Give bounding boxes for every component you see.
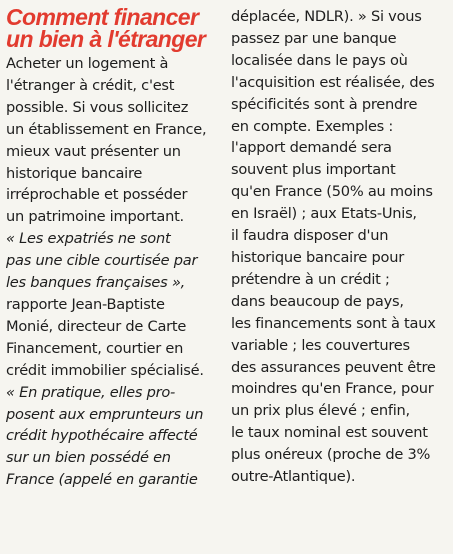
text-line: variable ; les couvertures [231,336,410,354]
right-body-text [231,6,447,488]
left-body-text [6,53,220,491]
article-title [6,6,220,50]
text-line: dans beaucoup de pays, [231,292,404,310]
text-line: Financement, courtier en [6,339,184,357]
text-line: l'étranger à crédit, c'est [6,76,175,94]
text-line: il faudra disposer d'un [231,227,389,245]
text-line: crédit immobilier spécialisé. [6,361,204,379]
text-line: sur un bien possédé en [6,449,171,467]
text-line: localisée dans le pays où [231,51,408,69]
text-line: en compte. Exemples : [231,117,394,135]
text-line: souvent plus important [231,161,396,179]
text-line: rapporte Jean-Baptiste [6,295,165,313]
text-line: historique bancaire [6,164,143,182]
text-line: outre-Atlantique). [231,468,356,486]
text-line: crédit hypothécaire affecté [6,427,198,445]
text-line: plus onéreux (proche de 3% [231,446,431,464]
right-column [231,6,447,488]
text-line: « En pratique, elles pro- [6,383,176,401]
text-line: qu'en France (50% au moins [231,183,433,201]
text-line: historique bancaire pour [231,248,404,266]
text-line: déplacée, NDLR). » Si vous [231,8,422,25]
text-line: des assurances peuvent être [231,358,436,376]
text-line: posent aux emprunteurs un [6,405,204,423]
text-line: pas une cible courtisée par [6,252,198,270]
text-line: prétendre à un crédit ; [231,270,390,288]
text-line: moindres qu'en France, pour [231,380,434,398]
text-line: passez par une banque [231,29,397,47]
title-line: Comment financer [6,4,199,30]
text-line: France (appelé en garantie [6,471,198,489]
text-line: possible. Si vous sollicitez [6,98,189,116]
text-line: en Israël) ; aux Etats-Unis, [231,205,417,223]
text-line: l'acquisition est réalisée, des [231,73,435,91]
text-line: « Les expatriés ne sont [6,230,171,248]
text-line: mieux vaut présenter un [6,142,181,160]
text-line: un prix plus élevé ; enfin, [231,402,410,420]
title-line: un bien à l'étranger [6,26,206,52]
left-column [6,6,220,491]
text-line: le taux nominal est souvent [231,424,428,442]
text-line: les banques françaises », [6,274,186,292]
text-line: irréprochable et posséder [6,186,188,204]
text-line: un établissement en France, [6,120,207,138]
text-line: un patrimoine important. [6,208,184,226]
text-line: Monié, directeur de Carte [6,317,187,335]
text-line: les financements sont à taux [231,314,436,332]
text-line: spécificités sont à prendre [231,95,418,113]
text-line: l'apport demandé sera [231,139,392,157]
text-line: Acheter un logement à [6,55,169,72]
